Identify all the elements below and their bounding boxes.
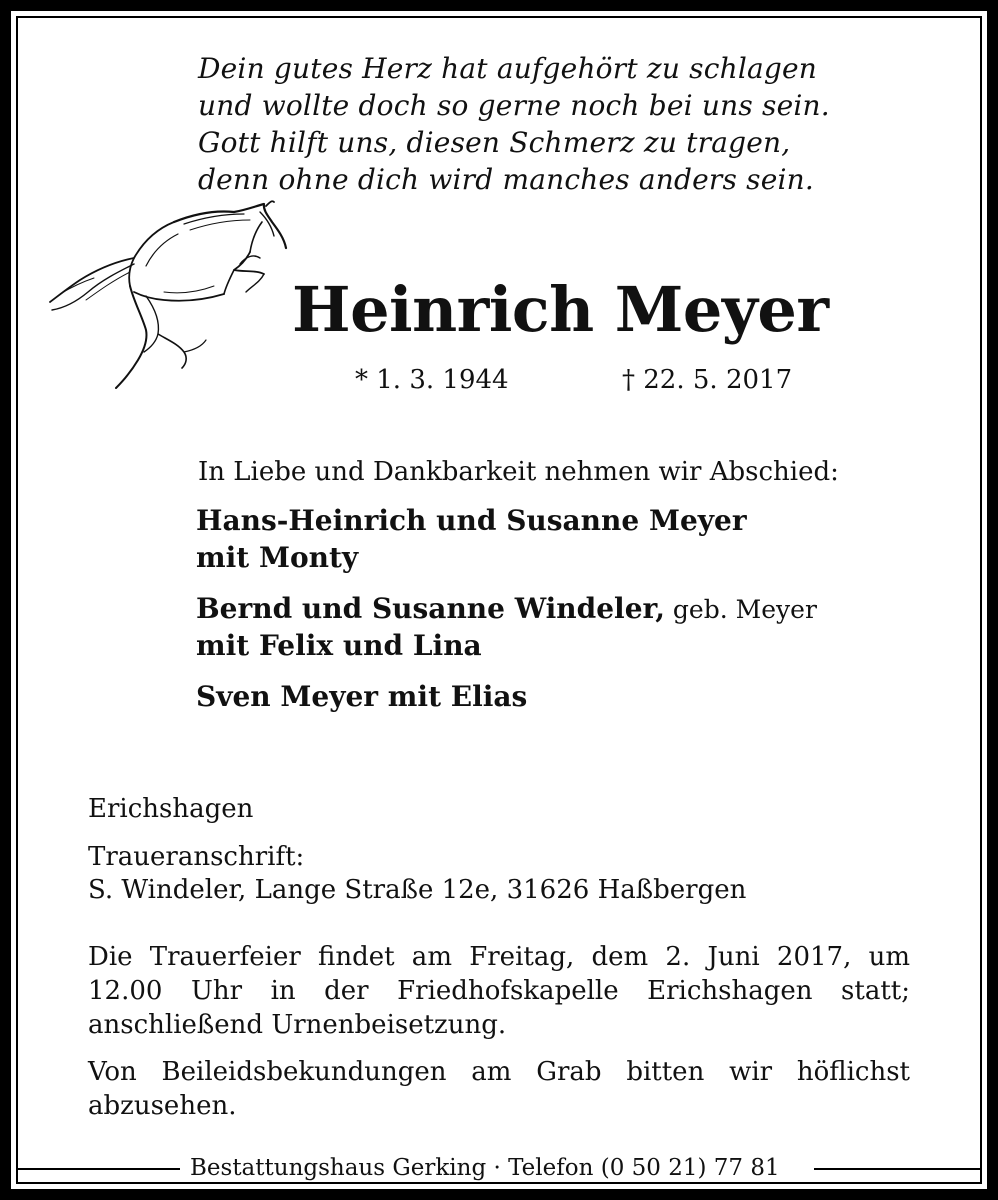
mourner-family-2-name: Bernd und Susanne Windeler, — [196, 592, 665, 625]
location: Erichshagen — [88, 794, 254, 824]
mourner-family-2-maiden-name: geb. Meyer — [664, 595, 817, 624]
address-value: S. Windeler, Lange Straße 12e, 31626 Haßbergen — [88, 875, 747, 905]
funeral-home-footer: Bestattungshaus Gerking · Telefon (0 50 21) 77 81 — [190, 1155, 780, 1181]
condolence-note: Von Beileidsbekundungen am Grab bitten wir höflichst abzusehen. — [88, 1057, 910, 1121]
deceased-name: Heinrich Meyer — [292, 273, 829, 346]
leaping-horse-icon — [34, 200, 296, 392]
poem-line-4: denn ohne dich wird manches anders sein. — [198, 163, 815, 196]
birth-date: * 1. 3. 1944 — [355, 365, 509, 395]
death-date: † 22. 5. 2017 — [622, 365, 793, 395]
poem-line-1: Dein gutes Herz hat aufgehört zu schlagen — [198, 52, 818, 85]
poem-line-3: Gott hilft uns, diesen Schmerz zu tragen, — [198, 126, 791, 159]
poem-line-2: und wollte doch so gerne noch bei uns sein. — [198, 89, 830, 122]
ceremony-info: Die Trauerfeier findet am Freitag, dem 2. Juni 2017, um 12.00 Uhr in der Friedhofskapelle Erichshagen statt; anschließend Urnenbeisetzung. — [88, 942, 910, 1040]
address-label: Traueranschrift: — [88, 842, 305, 872]
farewell-intro: In Liebe und Dankbarkeit nehmen wir Abschied: — [198, 457, 839, 487]
poem — [198, 50, 830, 198]
mourner-family-1-children: mit Monty — [196, 541, 359, 574]
mourner-family-1: Hans-Heinrich und Susanne Meyer — [196, 504, 747, 537]
mourner-family-2 — [196, 590, 817, 628]
mourner-family-3: Sven Meyer mit Elias — [196, 680, 528, 713]
mourner-family-2-children: mit Felix und Lina — [196, 629, 482, 662]
footer-rule-left — [18, 1168, 180, 1170]
footer-rule-right — [814, 1168, 980, 1170]
